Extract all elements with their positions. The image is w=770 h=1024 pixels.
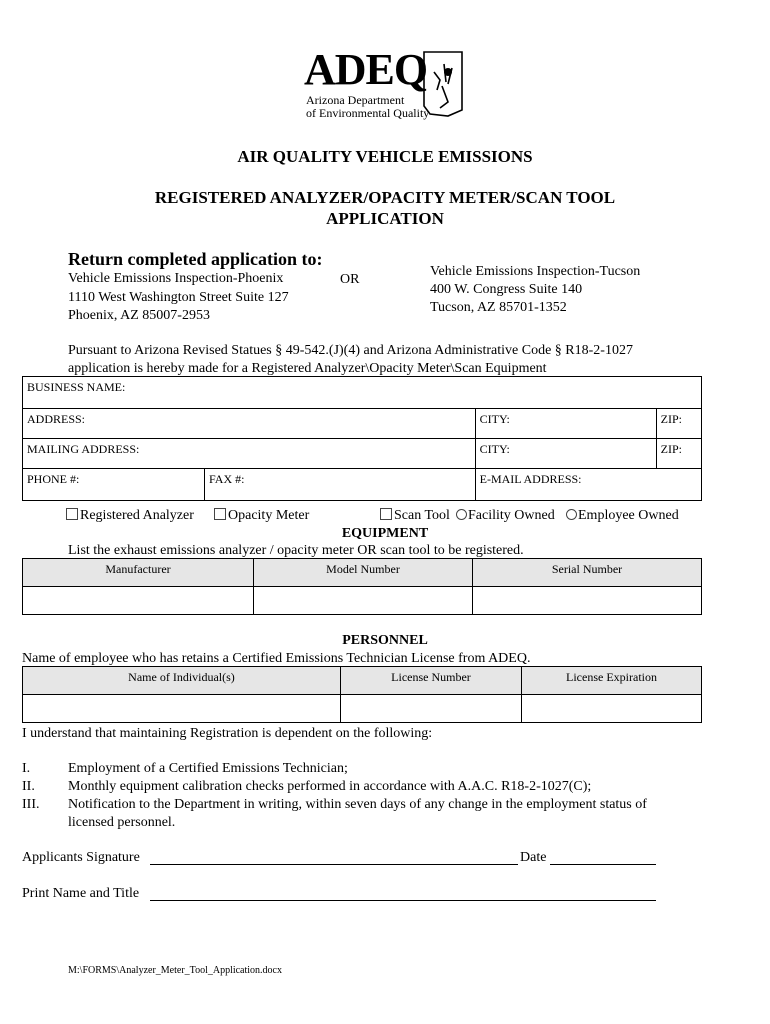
personnel-heading: PERSONNEL bbox=[342, 633, 428, 648]
business-name-field[interactable] bbox=[23, 377, 702, 409]
personnel-col-license-number: License Number bbox=[341, 667, 522, 695]
personnel-table bbox=[22, 666, 702, 723]
equipment-col-manufacturer: Manufacturer bbox=[23, 559, 254, 587]
form-subtitle-2: APPLICATION bbox=[326, 209, 444, 228]
date-line[interactable] bbox=[550, 864, 656, 865]
zip-label: ZIP: bbox=[660, 412, 682, 426]
condition-3-text: Notification to the Department in writing, within seven days of any change in the employment status of bbox=[68, 797, 647, 812]
logo-wordmark: ADEQ bbox=[304, 45, 428, 94]
condition-2-number: II. bbox=[22, 779, 35, 794]
individual-name-input[interactable] bbox=[23, 695, 341, 723]
personnel-instruction: Name of employee who has retains a Certified Emissions Technician License from ADEQ. bbox=[22, 651, 531, 666]
form-subtitle: REGISTERED ANALYZER/OPACITY METER/SCAN TOOL bbox=[154, 188, 616, 207]
fax-field[interactable] bbox=[205, 469, 476, 501]
tucson-address-line-1: Vehicle Emissions Inspection-Tucson bbox=[430, 264, 641, 279]
date-label: Date bbox=[520, 850, 547, 865]
phoenix-address-line-3: Phoenix, AZ 85007-2953 bbox=[68, 308, 210, 323]
registered-analyzer-checkbox[interactable] bbox=[66, 508, 78, 520]
serial-number-input[interactable] bbox=[473, 587, 702, 615]
tucson-address-line-3: Tucson, AZ 85701-1352 bbox=[430, 300, 567, 315]
pursuant-line-1: Pursuant to Arizona Revised Statues § 49-542.(J)(4) and Arizona Administrative Code § R18-2-1027 bbox=[68, 343, 633, 358]
employee-owned-option[interactable]: Employee Owned bbox=[566, 507, 679, 525]
mailing-city-label: CITY: bbox=[479, 442, 510, 456]
mailing-zip-field[interactable] bbox=[656, 439, 701, 469]
employee-owned-radio[interactable] bbox=[566, 509, 577, 520]
equipment-instruction: List the exhaust emissions analyzer / opacity meter OR scan tool to be registered. bbox=[68, 543, 524, 558]
logo-line-2: of Environmental Quality bbox=[306, 106, 430, 120]
phoenix-address-line-2: 1110 West Washington Street Suite 127 bbox=[68, 290, 289, 305]
mailing-address-field[interactable] bbox=[23, 439, 476, 469]
city-field[interactable] bbox=[475, 409, 656, 439]
equipment-col-serial: Serial Number bbox=[473, 559, 702, 587]
facility-owned-radio[interactable] bbox=[456, 509, 467, 520]
address-field[interactable] bbox=[23, 409, 476, 439]
personnel-col-license-expiration: License Expiration bbox=[522, 667, 702, 695]
condition-3-continuation: licensed personnel. bbox=[68, 815, 176, 830]
license-expiration-input[interactable] bbox=[522, 695, 702, 723]
arizona-state-icon bbox=[422, 50, 464, 118]
pursuant-line-2: application is hereby made for a Registered Analyzer\Opacity Meter\Scan Equipment bbox=[68, 361, 547, 376]
phone-field[interactable] bbox=[23, 469, 205, 501]
address-label: ADDRESS: bbox=[27, 412, 86, 426]
email-label: E-MAIL ADDRESS: bbox=[479, 472, 582, 486]
print-name-line[interactable] bbox=[150, 900, 656, 901]
personnel-col-name: Name of Individual(s) bbox=[23, 667, 341, 695]
print-name-label: Print Name and Title bbox=[22, 886, 140, 901]
equipment-table bbox=[22, 558, 702, 615]
tucson-address-line-2: 400 W. Congress Suite 140 bbox=[430, 282, 583, 297]
business-info-table bbox=[22, 376, 702, 501]
phone-label: PHONE #: bbox=[27, 472, 80, 486]
equipment-col-model: Model Number bbox=[254, 559, 473, 587]
license-number-input[interactable] bbox=[341, 695, 522, 723]
or-label: OR bbox=[340, 272, 360, 287]
business-name-label: BUSINESS NAME: bbox=[27, 380, 126, 394]
condition-2-text: Monthly equipment calibration checks performed in accordance with A.A.C. R18-2-1027(C); bbox=[68, 779, 592, 794]
scan-tool-option[interactable]: Scan Tool bbox=[380, 507, 450, 525]
return-heading: Return completed application to: bbox=[68, 249, 323, 269]
opacity-meter-checkbox[interactable] bbox=[214, 508, 226, 520]
mailing-city-field[interactable] bbox=[475, 439, 656, 469]
email-field[interactable] bbox=[475, 469, 701, 501]
understand-statement: I understand that maintaining Registration is dependent on the following: bbox=[22, 726, 433, 741]
facility-owned-option[interactable]: Facility Owned bbox=[456, 507, 555, 525]
adeq-logo bbox=[304, 45, 474, 124]
equipment-heading: EQUIPMENT bbox=[341, 526, 429, 541]
phoenix-address-line-1: Vehicle Emissions Inspection-Phoenix bbox=[68, 271, 284, 286]
logo-line-1: Arizona Department bbox=[306, 93, 405, 107]
scan-tool-checkbox[interactable] bbox=[380, 508, 392, 520]
opacity-meter-option[interactable]: Opacity Meter bbox=[214, 507, 309, 525]
signature-line[interactable] bbox=[150, 864, 518, 865]
zip-field[interactable] bbox=[656, 409, 701, 439]
city-label: CITY: bbox=[479, 412, 510, 426]
model-number-input[interactable] bbox=[254, 587, 473, 615]
footer-file-path: M:\FORMS\Analyzer_Meter_Tool_Application.docx bbox=[68, 965, 282, 976]
mailing-zip-label: ZIP: bbox=[660, 442, 682, 456]
condition-3-number: III. bbox=[22, 797, 40, 812]
condition-1-text: Employment of a Certified Emissions Technician; bbox=[68, 761, 348, 776]
condition-1-number: I. bbox=[22, 761, 31, 776]
registered-analyzer-option[interactable]: Registered Analyzer bbox=[66, 507, 194, 525]
applicant-signature-label: Applicants Signature bbox=[22, 850, 140, 865]
fax-label: FAX #: bbox=[209, 472, 245, 486]
manufacturer-input[interactable] bbox=[23, 587, 254, 615]
mailing-address-label: MAILING ADDRESS: bbox=[27, 442, 140, 456]
form-title: AIR QUALITY VEHICLE EMISSIONS bbox=[237, 147, 533, 166]
